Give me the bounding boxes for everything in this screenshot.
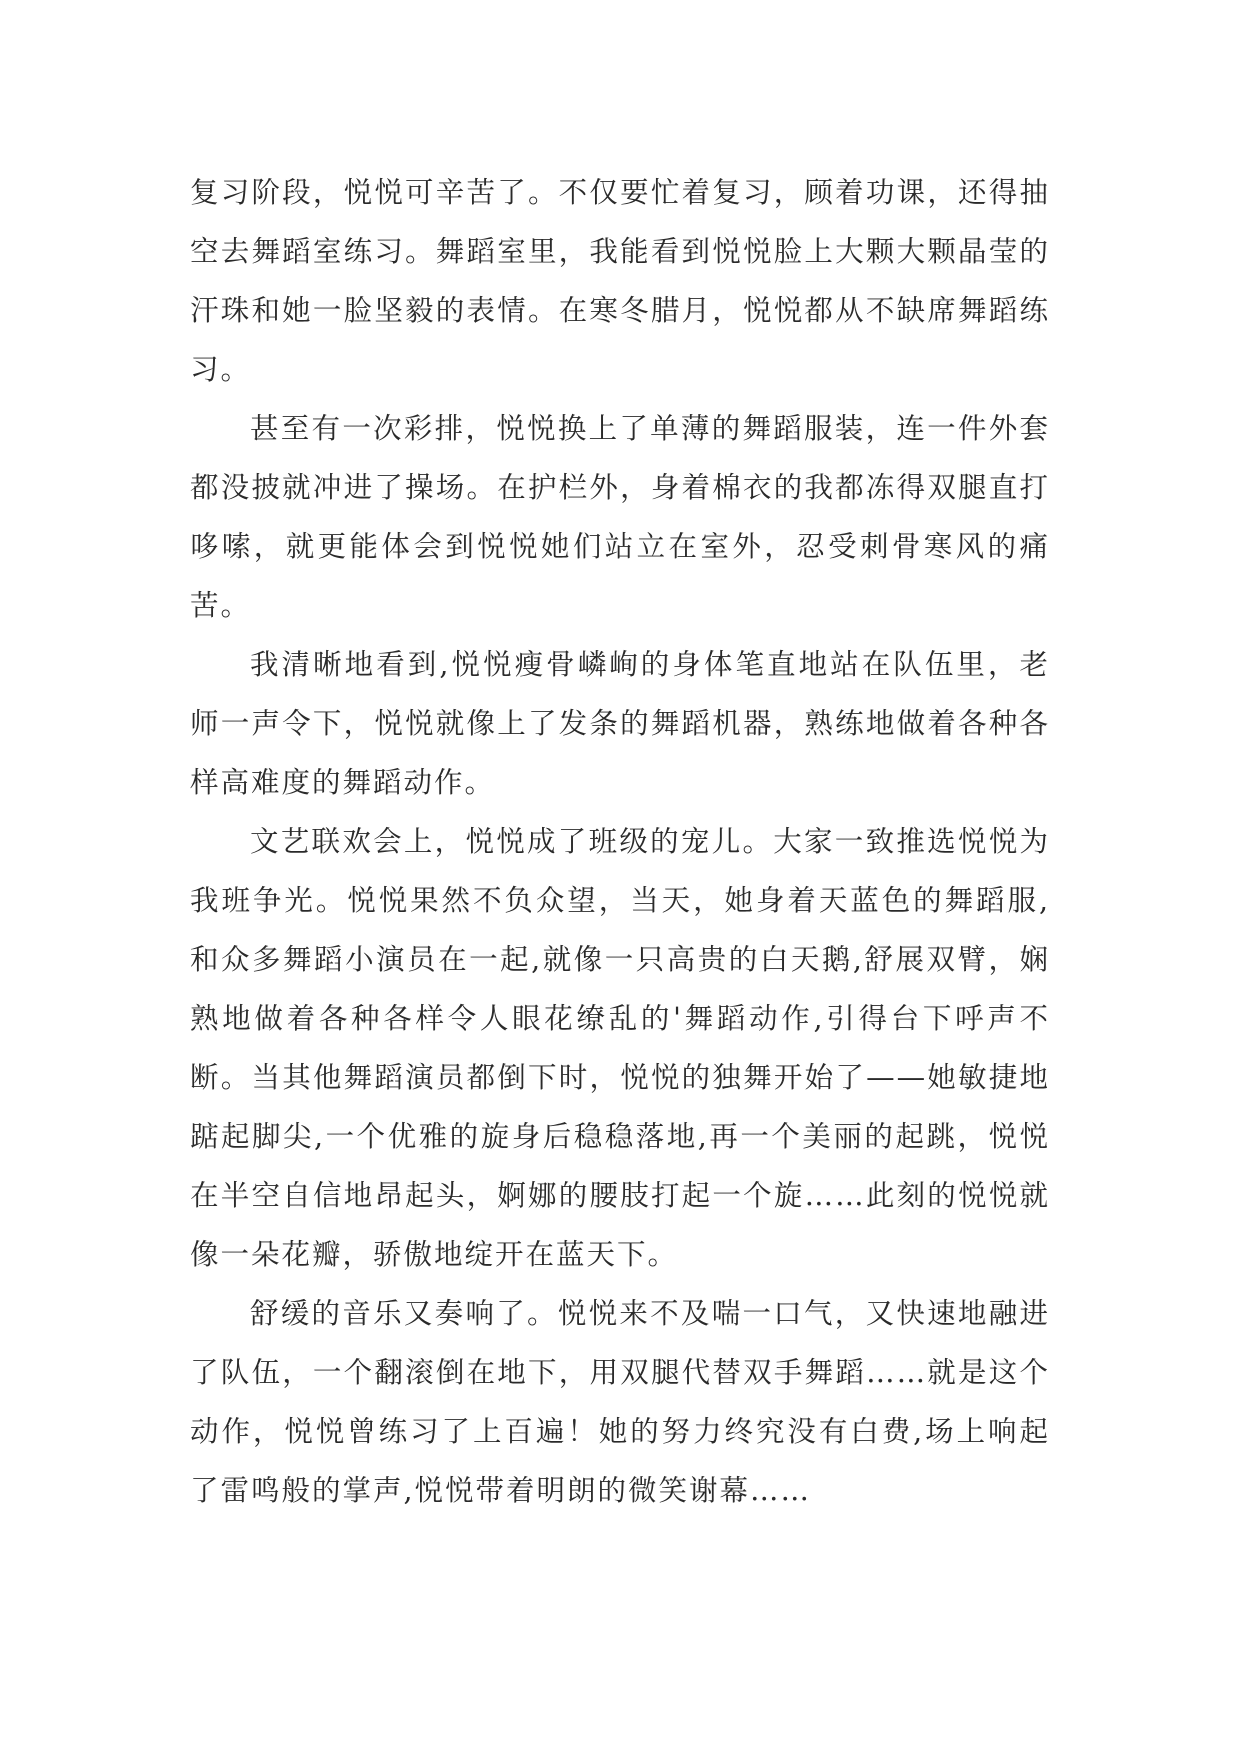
document-body (190, 163, 1050, 1520)
paragraph-4: 文艺联欢会上，悦悦成了班级的宠儿。大家一致推选悦悦为我班争光。悦悦果然不负众望，当天，她身着天蓝色的舞蹈服,和众多舞蹈小演员在一起,就像一只高贵的白天鹅,舒展双臂，娴熟地做着各种各样令人眼花缭乱的'舞蹈动作,引得台下呼声不断。当其他舞蹈演员都倒下时，悦悦的独舞开始了——她敏捷地踮起脚尖,一个优雅的旋身后稳稳落地,再一个美丽的起跳，悦悦在半空自信地昂起头，婀娜的腰肢打起一个旋……此刻的悦悦就像一朵花瓣，骄傲地绽开在蓝天下。 (190, 825, 1050, 1271)
paragraph-3: 我清晰地看到,悦悦瘦骨嶙峋的身体笔直地站在队伍里，老师一声令下，悦悦就像上了发条的舞蹈机器，熟练地做着各种各样高难度的舞蹈动作。 (190, 648, 1050, 799)
paragraph-1: 复习阶段，悦悦可辛苦了。不仅要忙着复习，顾着功课，还得抽空去舞蹈室练习。舞蹈室里，我能看到悦悦脸上大颗大颗晶莹的汗珠和她一脸坚毅的表情。在寒冬腊月，悦悦都从不缺席舞蹈练习。 (190, 176, 1050, 386)
paragraph-2: 甚至有一次彩排，悦悦换上了单薄的舞蹈服装，连一件外套都没披就冲进了操场。在护栏外，身着棉衣的我都冻得双腿直打哆嗦，就更能体会到悦悦她们站立在室外，忍受刺骨寒风的痛苦。 (190, 412, 1050, 622)
paragraph-5: 舒缓的音乐又奏响了。悦悦来不及喘一口气，又快速地融进了队伍，一个翻滚倒在地下，用双腿代替双手舞蹈……就是这个动作，悦悦曾练习了上百遍！她的努力终究没有白费,场上响起了雷鸣般的掌声,悦悦带着明朗的微笑谢幕…… (190, 1297, 1050, 1507)
